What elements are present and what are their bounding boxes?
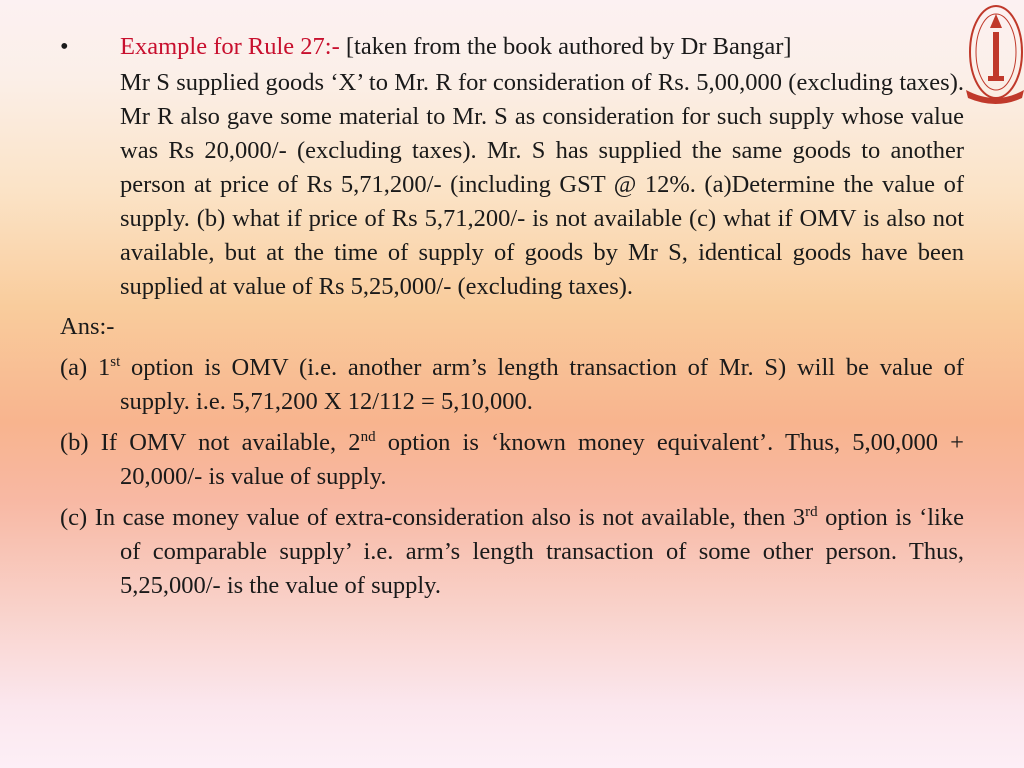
problem-statement: Mr S supplied goods ‘X’ to Mr. R for consideration of Rs. 5,00,000 (excluding taxes). Mr R also gave some material to Mr. S as consideration for such supply whose value was Rs 20,000/- (excluding taxes). Mr. S has supplied the same goods to another person at price of Rs 5,71,200/- (including GST @ 12%. (a)Determine the value of supply. (b) what if price of Rs 5,71,200/- is not available (c) what if OMV is also not available, but at the time of supply of goods by Mr S, identical goods have been supplied at value of Rs 5,25,000/- (excluding taxes). bbox=[120, 69, 964, 300]
slide-content bbox=[60, 30, 964, 603]
answer-c-sup: rd bbox=[805, 503, 818, 520]
answer-a-sup: st bbox=[110, 353, 121, 370]
institute-emblem-icon bbox=[962, 2, 1024, 108]
answer-part-b bbox=[60, 426, 964, 494]
bullet: • bbox=[60, 33, 69, 60]
answer-a-pre: (a) 1 bbox=[60, 354, 111, 381]
answer-c-post: option is ‘like of comparable supply’ i.e. arm’s length transaction of some other person. Thus, 5,25,000/- is the value of supply. bbox=[120, 504, 964, 599]
answer-part-c bbox=[60, 501, 964, 603]
example-source: [taken from the book authored by Dr Bangar] bbox=[339, 33, 792, 60]
answer-label: Ans:- bbox=[60, 313, 115, 340]
answer-part-a bbox=[60, 351, 964, 419]
answer-b-sup: nd bbox=[360, 428, 376, 445]
answer-b-pre: (b) If OMV not available, 2 bbox=[60, 429, 361, 456]
answer-a-post: option is OMV (i.e. another arm’s length transaction of Mr. S) will be value of supply. i.e. 5,71,200 X 12/112 = 5,10,000. bbox=[120, 354, 964, 415]
example-heading: Example for Rule 27:- bbox=[120, 33, 340, 60]
answer-b-post: option is ‘known money equivalent’. Thus, 5,00,000 + 20,000/- is value of supply. bbox=[120, 429, 964, 490]
example-heading-line bbox=[60, 30, 964, 64]
answer-c-pre: (c) In case money value of extra-consideration also is not available, then 3 bbox=[60, 504, 806, 531]
